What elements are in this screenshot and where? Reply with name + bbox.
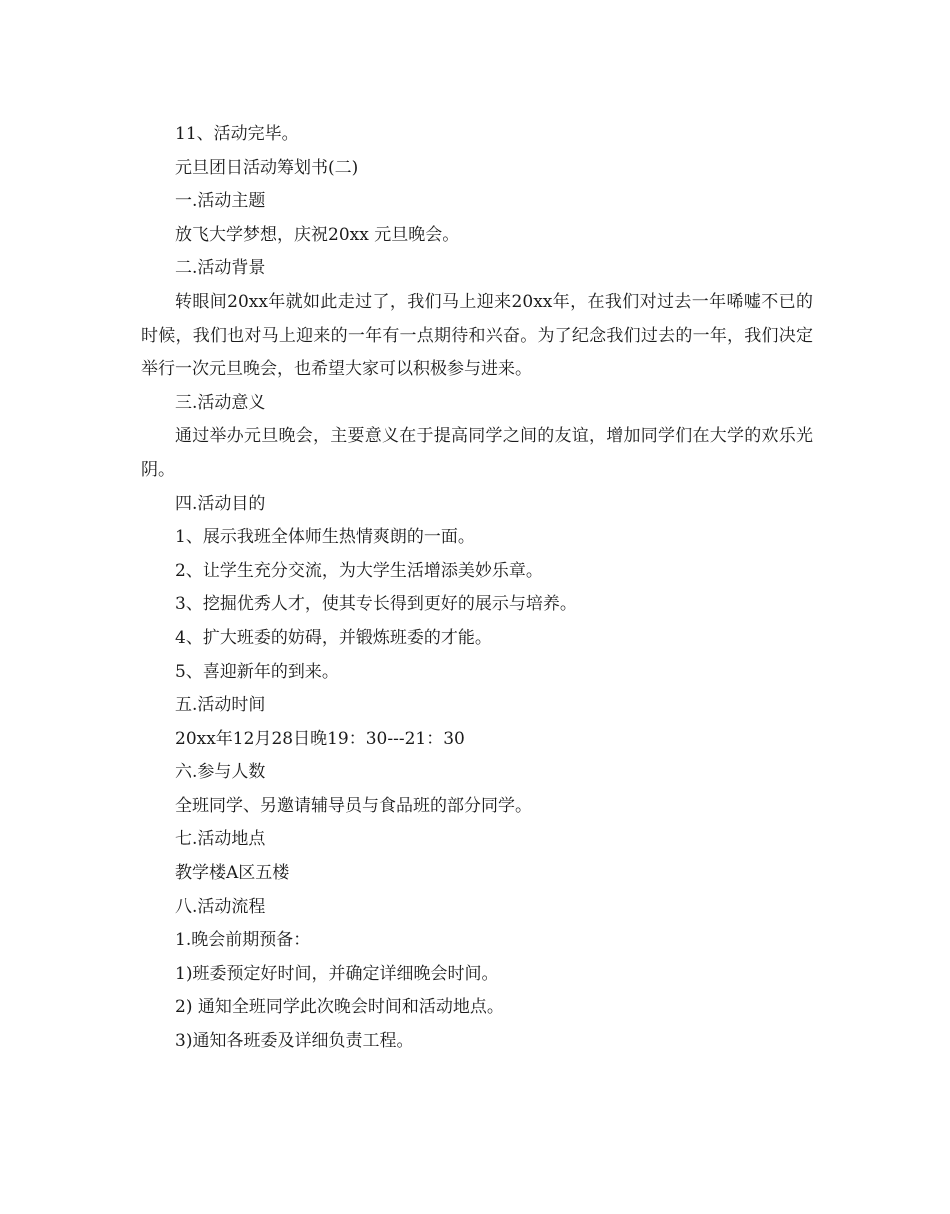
purpose-item: 2、让学生充分交流，为大学生活增添美妙乐章。 bbox=[175, 560, 543, 581]
section-heading-background: 二.活动背景 bbox=[175, 258, 266, 279]
process-item: 3)通知各班委及详细负责工程。 bbox=[175, 1031, 414, 1052]
theme-text: 放飞大学梦想，庆祝20xx 元旦晚会。 bbox=[175, 224, 460, 245]
section-heading-process: 八.活动流程 bbox=[175, 896, 266, 917]
process-item: 1.晚会前期预备： bbox=[175, 930, 311, 951]
section-heading-time: 五.活动时间 bbox=[175, 695, 266, 716]
purpose-item: 3、挖掘优秀人才，使其专长得到更好的展示与培养。 bbox=[175, 594, 577, 615]
purpose-item: 5、喜迎新年的到来。 bbox=[175, 661, 339, 682]
time-value: 20xx年12月28日晚19：30---21：30 bbox=[175, 728, 465, 749]
participants-value: 全班同学、另邀请辅导员与食品班的部分同学。 bbox=[175, 795, 532, 816]
purpose-item: 4、扩大班委的妨碍，并锻炼班委的才能。 bbox=[175, 627, 492, 648]
section-heading-participants: 六.参与人数 bbox=[175, 762, 266, 783]
section-heading-purpose: 四.活动目的 bbox=[175, 493, 266, 514]
location-value: 教学楼A区五楼 bbox=[175, 863, 290, 884]
text-line: 11、活动完毕。 bbox=[175, 124, 299, 144]
significance-paragraph: 通过举办元旦晚会，主要意义在于提高同学之间的友谊，增加同学们在大学的欢乐光阴。 bbox=[141, 426, 813, 480]
purpose-item: 1、展示我班全体师生热情爽朗的一面。 bbox=[175, 527, 475, 548]
process-item: 2) 通知全班同学此次晚会时间和活动地点。 bbox=[175, 997, 504, 1018]
background-paragraph: 转眼间20xx年就如此走过了，我们马上迎来20xx年，在我们对过去一年唏嘘不已的时候，我们也对马上迎来的一年有一点期待和兴奋。为了纪念我们过去的一年，我们决定举行一次元旦晚会，也希望大家可以积极参与进来。 bbox=[141, 291, 813, 380]
document-body bbox=[141, 118, 813, 1059]
section-heading-significance: 三.活动意义 bbox=[175, 392, 266, 413]
process-item: 1)班委预定好时间，并确定详细晚会时间。 bbox=[175, 963, 499, 984]
document-title: 元旦团日活动筹划书(二) bbox=[175, 157, 359, 178]
section-heading-location: 七.活动地点 bbox=[175, 829, 266, 850]
section-heading-theme: 一.活动主题 bbox=[175, 191, 266, 212]
